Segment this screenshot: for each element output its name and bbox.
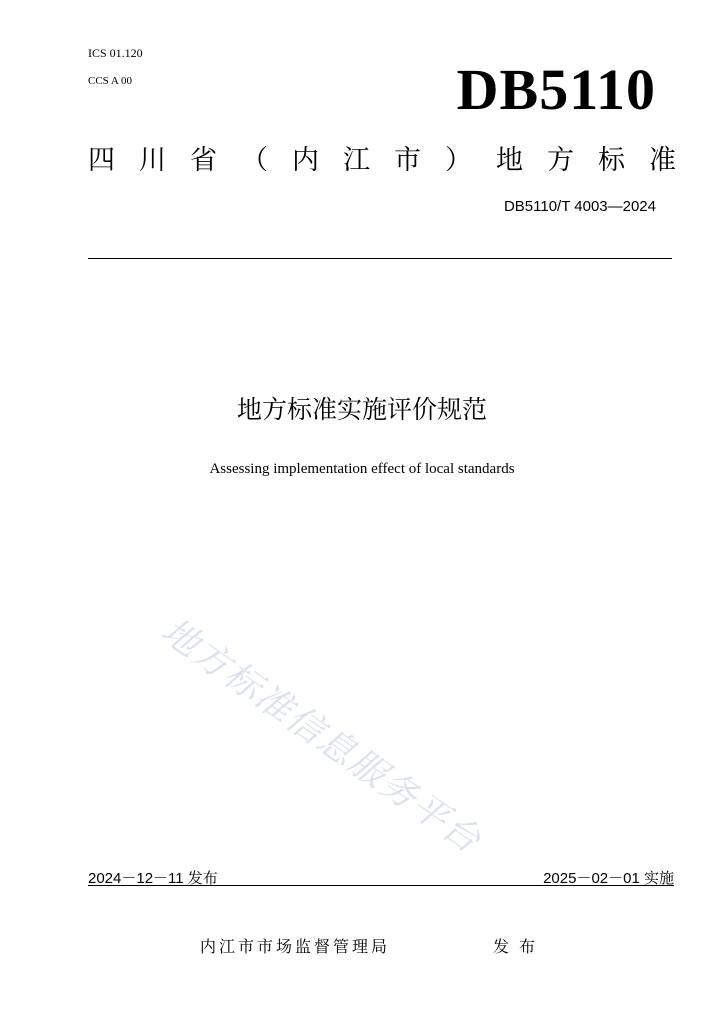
province-standard-heading: 四川省（内江市）地方标准 [88,145,700,176]
document-title-english: Assessing implementation effect of local standards [209,461,515,477]
issuing-authority: 内江市市场监督管理局 [200,937,391,956]
top-divider [88,258,672,259]
issue-label: 发布 [493,937,546,956]
standard-mark: DB5110 [456,57,656,122]
watermark-text: 地方标准信息服务平台 [153,610,489,863]
bottom-divider [88,885,674,886]
document-title-chinese: 地方标准实施评价规范 [236,395,487,424]
standard-number: DB5110/T 4003—2024 [503,198,656,215]
issue-date: 2024－12－11 发布 [88,870,218,887]
implementation-date: 2025－02－01 实施 [543,870,674,887]
ccs-code: CCS A 00 [88,75,133,87]
ics-code: ICS 01.120 [88,46,143,60]
